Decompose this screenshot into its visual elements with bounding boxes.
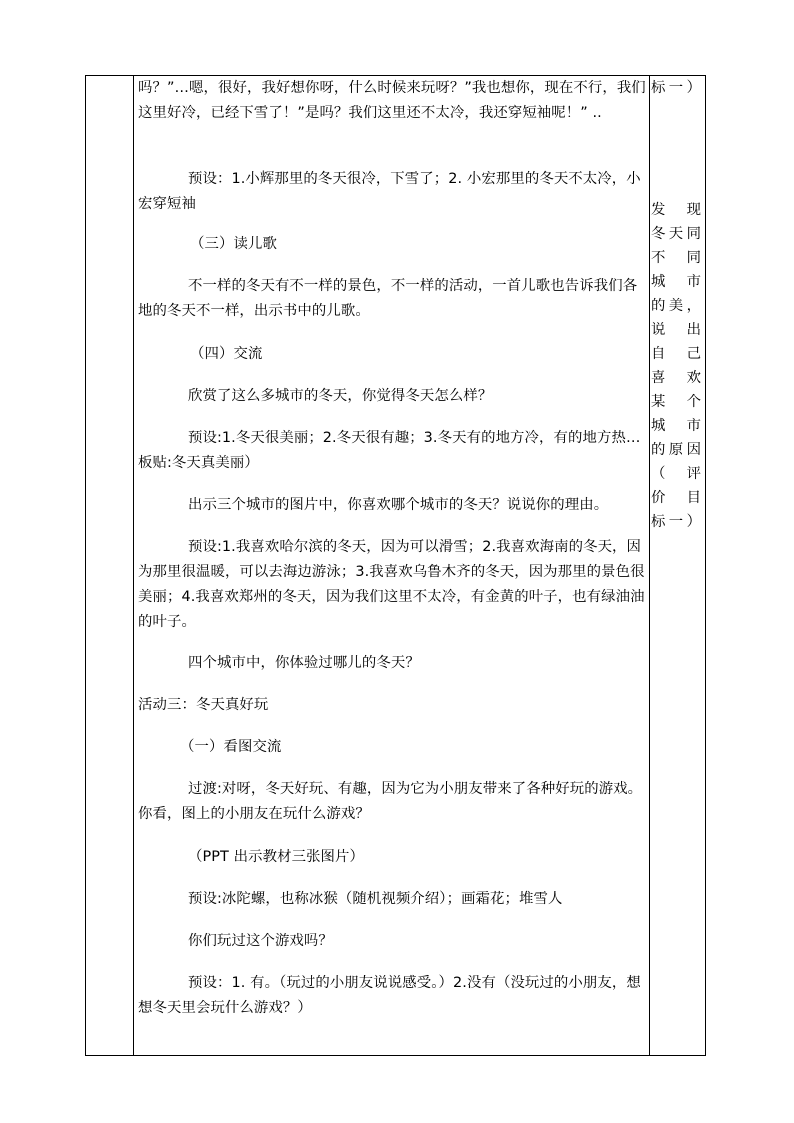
section-heading-read-rhyme: （三）读儿歌 (190, 236, 277, 252)
paragraph-city-images: 出示三个城市的图片中，你喜欢哪个城市的冬天？说说你的理由。 (188, 497, 609, 513)
table-divider-left (133, 76, 134, 1055)
paragraph-preset-4: 预设:冰陀螺，也称冰猴（随机视频介绍）；画霜花；堆雪人 (188, 891, 563, 907)
note-line: 城 市 (651, 418, 701, 434)
note-line: （ 评 (651, 466, 701, 482)
note-line: 标一） (651, 80, 701, 96)
note-line: 不 同 (651, 250, 701, 266)
section-heading-activity-3: 活动三：冬天真好玩 (138, 697, 269, 713)
evaluation-note-main (651, 198, 701, 534)
paragraph-ppt-note: （PPT 出示教材三张图片） (188, 849, 365, 865)
paragraph-dialogue: 吗？”…嗯，很好，我好想你呀，什么时候来玩呀？”我也想你，现在不行，我们这里好冷，已经下雪了！”是吗？我们这里还不太冷，我还穿短袖呢！” .. (138, 80, 646, 121)
paragraph-preset-3: 预设:1.我喜欢哈尔滨的冬天，因为可以滑雪；2.我喜欢海南的冬天，因为那里很温暖，可以去海边游泳；3.我喜欢乌鲁木齐的冬天，因为那里的景色很美丽；4.我喜欢郑州的冬天，因为我们这里不太冷，有金黄的叶子，也有绿油油的叶子。 (138, 539, 645, 630)
note-line: 发 现 (651, 202, 701, 218)
evaluation-note-top (651, 76, 701, 100)
note-line: 说 出 (651, 322, 701, 338)
note-line: 自 己 (651, 346, 701, 362)
note-line: 价 目 (651, 490, 701, 506)
paragraph-transition: 过渡:对呀，冬天好玩、有趣，因为它为小朋友带来了各种好玩的游戏。你看，图上的小朋友在玩什么游戏？ (138, 781, 643, 822)
table-divider-right (649, 76, 650, 1055)
section-heading-exchange: （四）交流 (190, 346, 263, 362)
note-line: 标一） (651, 514, 701, 530)
note-line: 城 市 (651, 274, 701, 290)
paragraph-preset-1: 预设：1.小辉那里的冬天很冷，下雪了；2. 小宏那里的冬天不太冷，小宏穿短袖 (138, 171, 641, 212)
note-line: 的美， (651, 298, 701, 314)
note-line: 的原因 (651, 442, 701, 458)
note-line: 喜 欢 (651, 370, 701, 386)
note-line: 某 个 (651, 394, 701, 410)
paragraph-four-cities: 四个城市中，你体验过哪儿的冬天？ (188, 655, 420, 671)
note-line: 冬天同 (651, 226, 701, 242)
section-heading-picture-talk: （一）看图交流 (180, 739, 282, 755)
paragraph-rhyme-intro: 不一样的冬天有不一样的景色，不一样的活动，一首儿歌也告诉我们各地的冬天不一样，出示书中的儿歌。 (138, 278, 638, 319)
paragraph-preset-5: 预设：1. 有。（玩过的小朋友说说感受。）2.没有（没玩过的小朋友，想想冬天里会玩什么游戏？） (138, 975, 641, 1016)
paragraph-preset-2: 预设:1.冬天很美丽；2.冬天很有趣；3.冬天有的地方冷，有的地方热…板贴:冬天真美丽） (138, 430, 641, 471)
paragraph-played-question: 你们玩过这个游戏吗？ (188, 933, 333, 949)
paragraph-question-winter: 欣赏了这么多城市的冬天，你觉得冬天怎么样？ (188, 388, 493, 404)
